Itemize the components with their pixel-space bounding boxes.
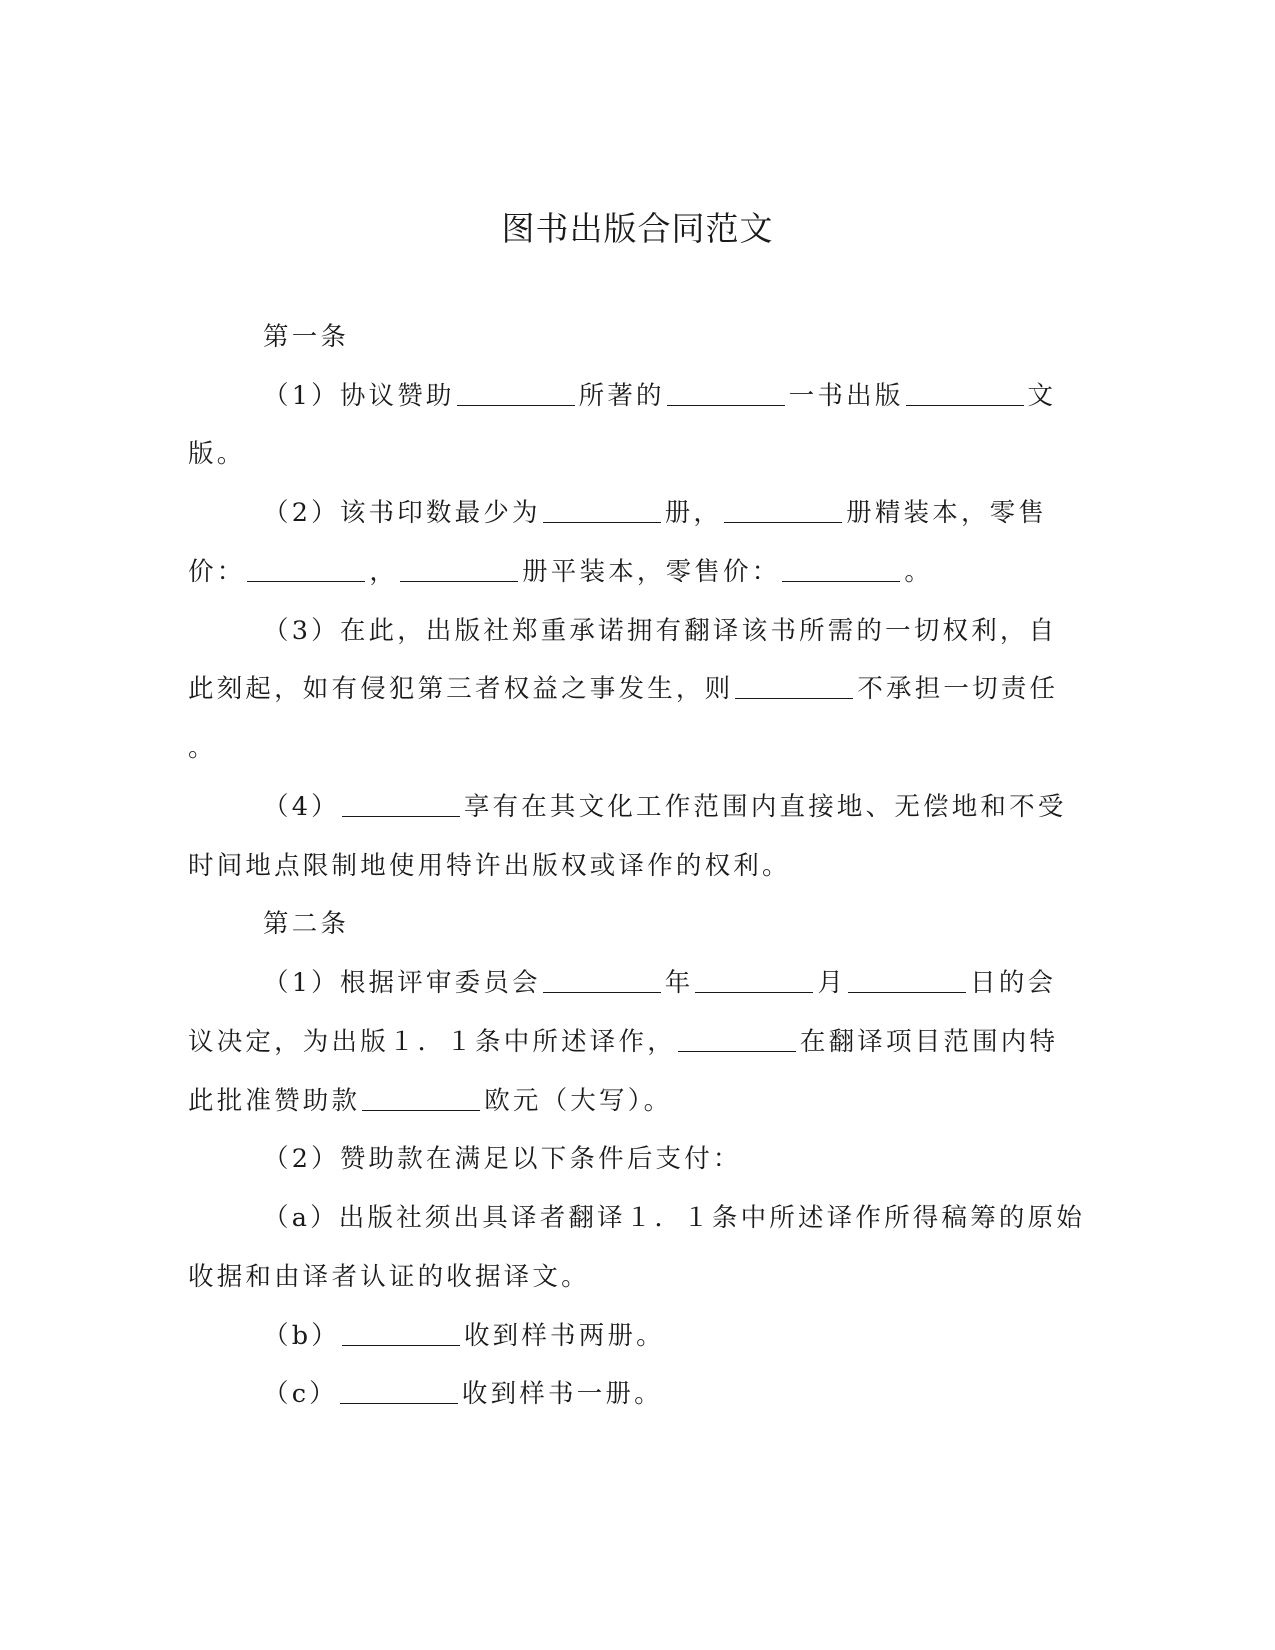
blank-field[interactable] [848, 966, 966, 993]
article-2-clause-1-line-1: （1）根据评审委员会 年 月 日的会 [263, 968, 1057, 998]
article-1-clause-1-line-1: （1）协议赞助 所著的 一书出版 文 [263, 381, 1057, 411]
blank-field[interactable] [400, 555, 518, 582]
article-1-clause-3-line-3: 。 [188, 733, 217, 763]
article-2-clause-b: （b） 收到样书两册。 [263, 1321, 665, 1351]
article-2-clause-2: （2）赞助款在满足以下条件后支付： [263, 1144, 742, 1174]
blank-field[interactable] [543, 496, 661, 523]
article-1-clause-3-line-2: 此刻起，如有侵犯第三者权益之事发生，则 不承担一切责任 [188, 674, 1059, 704]
article-1-clause-2-line-1: （2）该书印数最少为 册， 册精装本，零售 [263, 498, 1048, 528]
article-2-clause-a-line-2: 收据和由译者认证的收据译文。 [188, 1262, 590, 1292]
article-1-clause-2-line-2: 价： ， 册平装本，零售价： 。 [188, 557, 934, 587]
blank-field[interactable] [735, 672, 853, 699]
article-2-clause-1-line-3: 此批准赞助款 欧元（大写）。 [188, 1086, 673, 1116]
blank-field[interactable] [724, 496, 842, 523]
article-1-heading: 第一条 [263, 322, 350, 352]
blank-field[interactable] [678, 1025, 796, 1052]
article-2-heading: 第二条 [263, 909, 350, 939]
article-1-clause-4-line-1: （4） 享有在其文化工作范围内直接地、无偿地和不受 [263, 792, 1067, 822]
blank-field[interactable] [457, 379, 575, 406]
blank-field[interactable] [247, 555, 365, 582]
blank-field[interactable] [340, 1377, 458, 1404]
article-2-clause-1-line-2: 议决定，为出版１．１条中所述译作， 在翻译项目范围内特 [188, 1027, 1059, 1057]
blank-field[interactable] [906, 379, 1024, 406]
blank-field[interactable] [695, 966, 813, 993]
blank-field[interactable] [543, 966, 661, 993]
article-1-clause-4-line-2: 时间地点限制地使用特许出版权或译作的权利。 [188, 851, 791, 881]
blank-field[interactable] [342, 1319, 460, 1346]
article-1-clause-3-line-1: （3）在此，出版社郑重承诺拥有翻译该书所需的一切权利，自 [263, 616, 1058, 646]
blank-field[interactable] [362, 1084, 480, 1111]
blank-field[interactable] [782, 555, 900, 582]
article-1-clause-1-line-2: 版。 [188, 439, 246, 469]
blank-field[interactable] [342, 790, 460, 817]
blank-field[interactable] [667, 379, 785, 406]
article-2-clause-c: （c） 收到样书一册。 [263, 1379, 663, 1409]
document-title: 图书出版合同范文 [501, 209, 774, 248]
article-2-clause-a-line-1: （a）出版社须出具译者翻译１．１条中所述译作所得稿筹的原始 [263, 1203, 1086, 1233]
